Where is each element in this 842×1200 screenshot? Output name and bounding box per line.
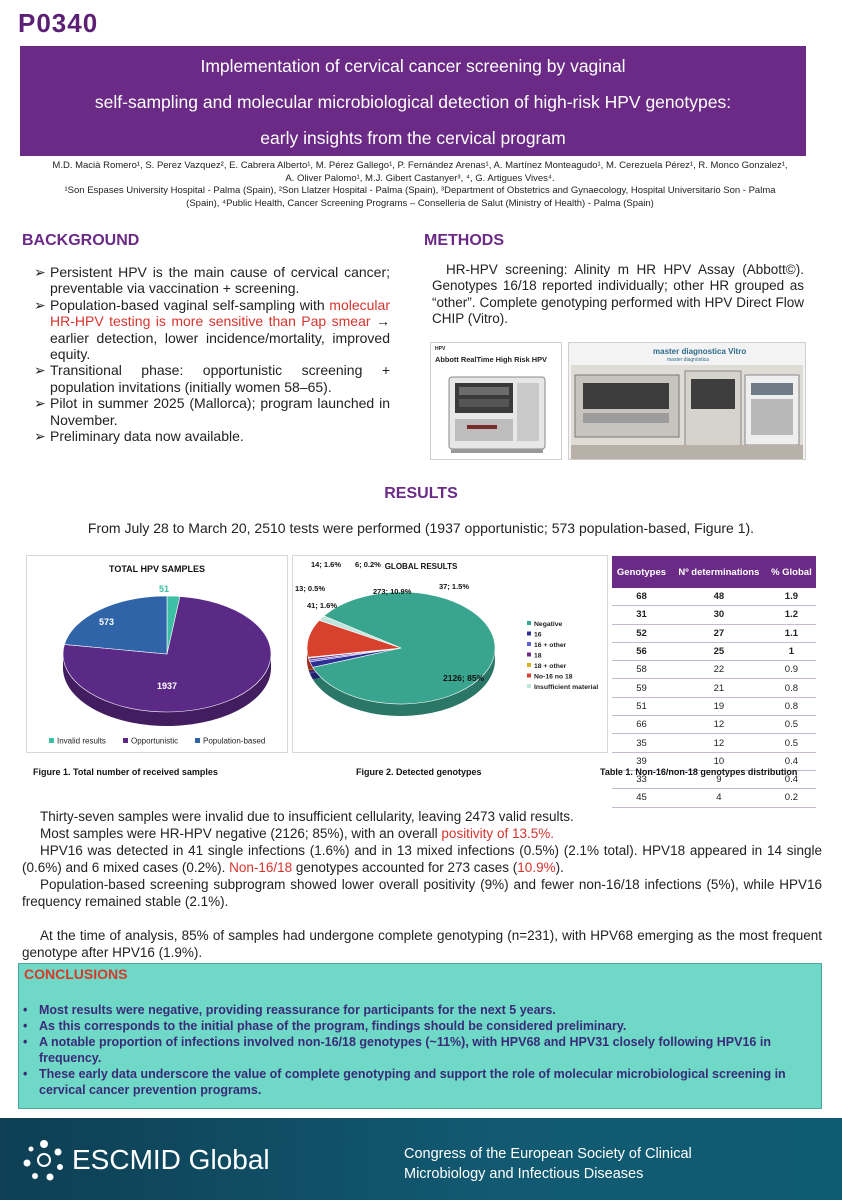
table-cell: 31 [612,606,671,624]
photo-small-label: HPV [435,346,446,352]
arrow-bullet-icon: ➢ [34,296,46,313]
photo-caption: Abbott RealTime High Risk HPV [435,355,547,364]
table-header-percent: % Global [767,556,816,588]
background-item-text: Persistent HPV is the main cause of cervical cancer; preventable via vaccination + screening. [50,264,390,297]
legend-label: 16 [534,631,542,639]
table-row [612,697,816,715]
paragraph-text: Most samples were HR-HPV negative (2126; 85%), with an overall [40,826,442,841]
conclusion-text: As this corresponds to the initial phase of the program, findings should be considered preliminary. [39,1019,627,1033]
table-1-caption: Table 1. Non-16/non-18 genotypes distribution [600,767,798,777]
title-banner [20,46,806,156]
escmid-logo-icon [22,1138,66,1182]
pie-data-label: 13; 0.5% [295,584,326,593]
figure-2-panel [292,555,608,753]
figure-2-caption: Figure 2. Detected genotypes [356,767,482,777]
legend-swatch [527,674,531,678]
table-row [612,789,816,807]
table-cell: 30 [671,606,767,624]
bullet-icon: • [23,1003,28,1017]
table-cell: 1.1 [767,624,816,642]
table-cell: 66 [612,716,671,734]
highlight-text: 10.9% [517,860,556,875]
pie-data-label: 573 [99,617,115,627]
figure-1-panel [26,555,288,753]
legend-swatch [527,653,531,657]
legend-swatch [527,663,531,667]
background-item [34,395,390,428]
legend-swatch [123,738,128,743]
results-paragraph: At the time of analysis, 85% of samples had undergone complete genotyping (n=231), with HPV68 emerging as the most frequent genotype after HPV16 (1.9%). [22,928,822,960]
legend-label: Opportunistic [131,736,179,746]
title-line-3: early insights from the cervical program [260,128,566,148]
conclusion-text: A notable proportion of infections involved non-16/18 genotypes (~11%), with HPV68 and HPV31 closely following HPV16 in frequency. [39,1035,771,1065]
table-cell: 48 [671,588,767,606]
footer-brand: ESCMID Global [72,1144,270,1175]
chart-2-title: GLOBAL RESULTS [384,562,458,571]
pie-data-label: 14; 1.6% [311,560,342,569]
pie-data-label: 37; 1.5% [439,582,470,591]
legend-swatch [527,621,531,625]
table-cell: 1 [767,642,816,660]
footer-congress [404,1144,804,1184]
table-row [612,734,816,752]
background-item [34,297,390,363]
conclusions-list [23,1002,819,1098]
table-row [612,588,816,606]
table-cell: 19 [671,697,767,715]
table-cell: 35 [612,734,671,752]
vitro-lab-photo [568,342,806,460]
legend-label: 18 [534,652,542,660]
table-cell: 0.9 [767,661,816,679]
legend-label: Invalid results [57,736,106,746]
abbott-instrument-photo [430,342,562,460]
legend-swatch [527,684,531,688]
vitro-logo-text: master diagnostica Vitro [653,347,747,356]
legend-swatch [49,738,54,743]
legend-label: 18 + other [534,663,567,670]
methods-text: HR-HPV screening: Alinity m HR HPV Assay (Abbott©). Genotypes 16/18 reported individually; other HR grouped as “other”. Complete genotyping performed with HPV Direct Flow CHIP (Vitro). [432,262,804,327]
conclusion-item [23,1002,819,1018]
chart-1-title: TOTAL HPV SAMPLES [108,564,206,574]
background-item-text: Pilot in summer 2025 (Mallorca); program launched in November. [50,395,390,428]
highlight-text: molecular HR-HPV testing is more sensitive than Pap smear [50,296,390,330]
affiliations-line-1: ¹Son Espases University Hospital - Palma (Spain), ²Son Llatzer Hospital - Palma (Spain), ³Department of Obstetrics and Gynaecology, Hospital Universitario Son - Palma [64,185,776,196]
background-heading: BACKGROUND [22,232,140,249]
congress-line-2: Microbiology and Infectious Diseases [404,1166,644,1182]
table-row [612,716,816,734]
table-row [612,642,816,660]
table-cell: 1.2 [767,606,816,624]
vitro-logo-subtext: master diagnóstica [667,357,709,363]
table-cell: 0.5 [767,716,816,734]
table-row [612,624,816,642]
table-cell: 0.4 [767,752,816,770]
table-cell: 12 [671,734,767,752]
pie-data-label: 6; 0.2% [355,560,381,569]
authors-line-1: M.D. Macià Romero¹, S. Perez Vazquez², E. Cabrera Alberto¹, M. Pérez Gallego¹, P. Fernández Arenas¹, A. Martínez Monteagudo¹, M. Cerezuela Pérez¹, R. Monco Gonzalez¹, [52,160,788,171]
bullet-icon: • [23,1035,28,1049]
table-cell: 39 [612,752,671,770]
global-results-pie-chart [293,556,607,752]
background-section [34,264,390,444]
table-cell: 4 [671,789,767,807]
conclusion-text: These early data underscore the value of complete genotyping and support the role of molecular microbiological screening in cervical cancer prevention programs. [39,1067,786,1097]
paragraph-text: HPV16 was detected in 41 single infections (1.6%) and in 13 mixed infections (0.5%) (2.1% total). HPV18 appeared in 14 single (0.6%) and 6 mixed cases (0.2%). [22,843,822,875]
background-item [34,428,390,444]
methods-heading: METHODS [424,232,504,249]
arrow-bullet-icon: ➢ [34,428,46,445]
table-cell: 45 [612,789,671,807]
arrow-bullet-icon: ➢ [34,264,46,280]
results-intro: From July 28 to March 20, 2510 tests were performed (1937 opportunistic; 573 population-based, Figure 1). [87,520,755,536]
table-cell: 0.8 [767,679,816,697]
pie-data-label: 2126; 85% [443,673,485,683]
table-cell: 56 [612,642,671,660]
conclusion-item [23,1066,819,1098]
highlight-text: positivity of 13.5%. [441,826,554,841]
table-cell: 0.5 [767,734,816,752]
table-cell: 52 [612,624,671,642]
results-paragraph: Population-based screening subprogram showed lower overall positivity (9%) and fewer non-16/18 infections (5%), while HPV16 frequency remained stable (2.1%). [22,877,822,909]
pie-data-label: 273; 10.9% [373,587,412,596]
table-cell: 59 [612,679,671,697]
table-cell: 1.9 [767,588,816,606]
table-header-genotypes: Genotypes [612,556,671,588]
arrow-bullet-icon: ➢ [34,362,46,379]
analyzer-illustration [431,367,561,459]
table-cell: 25 [671,642,767,660]
table-cell: 12 [671,716,767,734]
background-item [34,362,390,395]
table-cell: 22 [671,661,767,679]
results-paragraph [22,825,822,842]
bullet-icon: • [23,1019,28,1033]
table-header-determinations: Nº determinations [671,556,767,588]
table-cell: 0.8 [767,697,816,715]
pie-data-label: 51 [159,584,170,594]
table-header-row [612,556,816,588]
results-body [22,808,822,961]
title-line-2: self-sampling and molecular microbiological detection of high-risk HPV genotypes: [94,92,732,112]
legend-label: Negative [534,621,563,628]
legend-swatch [527,642,531,646]
table-cell: 9 [671,770,767,788]
pie-data-label: 1937 [157,681,178,691]
background-item-text: Preliminary data now available. [50,428,244,445]
pie-slice-population-based [64,596,167,654]
footer-banner [0,1118,842,1200]
background-item-text: Transitional phase: opportunistic screening + population invitations (initially women 58–65). [50,362,390,395]
table-row [612,661,816,679]
conclusions-box [18,963,822,1109]
legend-label: Population-based [203,736,266,746]
legend-swatch [195,738,200,743]
arrow-bullet-icon: ➢ [34,395,46,412]
lab-equipment-illustration [569,365,805,461]
table-row [612,679,816,697]
table-cell: 0.2 [767,789,816,807]
legend-label: 16 + other [534,642,567,649]
authors-line-2: A. Oliver Palomo¹, M.J. Gibert Castanyer³, ⁴, G. Artigues Vives⁴. [285,172,555,184]
table-cell: 27 [671,624,767,642]
legend-label: Insufficient material [534,684,599,691]
author-block [20,160,820,210]
results-paragraph [22,842,822,876]
background-list [34,264,390,444]
figure-1-caption: Figure 1. Total number of received samples [33,767,218,777]
table-row [612,606,816,624]
background-item-text: Population-based vaginal self-sampling with [50,296,330,313]
poster-id: P0340 [18,8,99,38]
conclusions-heading: CONCLUSIONS [24,966,128,982]
total-samples-pie-chart [27,556,287,752]
table-cell: 33 [612,770,671,788]
bullet-icon: • [23,1067,28,1081]
table-cell: 51 [612,697,671,715]
background-item-text: → earlier detection, lower incidence/mortality, improved equity. [50,313,390,363]
background-item [34,264,390,297]
results-heading: RESULTS [384,485,458,502]
table-cell: 68 [612,588,671,606]
results-paragraph: Thirty-seven samples were invalid due to insufficient cellularity, leaving 2473 valid results. [40,809,574,824]
paragraph-text: ). [555,860,564,875]
highlight-text: Non-16/18 [229,860,293,875]
table-cell: 21 [671,679,767,697]
table-cell: 10 [671,752,767,770]
legend-label: No-16 no 18 [534,673,573,681]
pie-data-label: 41; 1.6% [307,601,338,610]
title-line-1: Implementation of cervical cancer screening by vaginal [200,56,626,76]
paragraph-text: genotypes accounted for 273 cases ( [292,860,518,875]
affiliations-line-2: (Spain), ⁴Public Health, Cancer Screening Programs – Conselleria de Salut (Ministry of Health) - Palma (Spain) [186,197,654,209]
legend-swatch [527,632,531,636]
conclusion-item [23,1034,819,1066]
table-cell: 0.4 [767,770,816,788]
congress-line-1: Congress of the European Society of Clinical [404,1146,692,1162]
conclusion-item [23,1018,819,1034]
conclusion-text: Most results were negative, providing reassurance for participants for the next 5 years. [39,1003,556,1017]
table-cell: 58 [612,661,671,679]
